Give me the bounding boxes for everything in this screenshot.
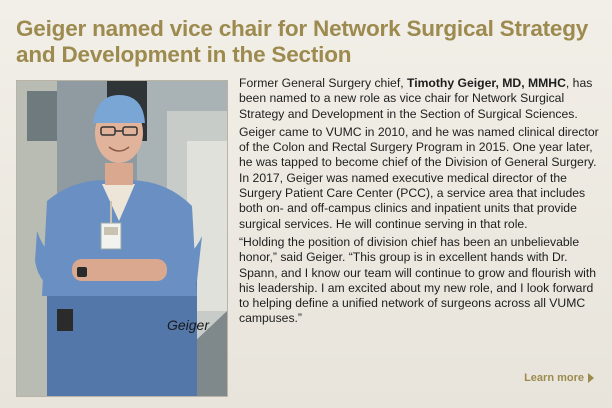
photo-caption: Geiger [166, 317, 209, 333]
paragraph-intro [239, 76, 602, 122]
arrow-right-icon [588, 373, 594, 383]
portrait-photo [16, 80, 228, 397]
paragraph-career: Geiger came to VUMC in 2010, and he was named clinical director of the Colon and Rectal Surgery Program in 2015. One year later, he was tapped to become chief of the Division of General Surgery. In 2017, Geiger was named executive medical director of the Surgery Patient Care Center (PCC), a service area that includes both on- and off-campus clinics and inpatient units that provide surgical services. He will continue serving in that role. [239, 124, 599, 231]
person-name: Timothy Geiger, MD, MMHC [406, 76, 566, 90]
paragraph-quote: “Holding the position of division chief has been an unbelievable honor,” said Geiger. “This group is in excellent hands with Dr. Spann, and I know our team will continue to grow and flourish with his leadership. I am excited about my new role, and I look forward to helping define a unified network of surgeons across all VUMC campuses.” [239, 234, 597, 326]
learn-more-link[interactable] [524, 372, 594, 384]
article-body [239, 76, 602, 330]
intro-suffix: , has been named to a new role as vice chair for Network Surgical Strategy and Development in the Section of Surgical Sciences. [239, 76, 593, 121]
portrait-illustration [17, 81, 227, 396]
article-headline: Geiger named vice chair for Network Surgical Strategy and Development in the Section [16, 16, 589, 67]
learn-more-label[interactable]: Learn more [524, 372, 584, 384]
intro-prefix: Former General Surgery chief, [239, 76, 407, 90]
